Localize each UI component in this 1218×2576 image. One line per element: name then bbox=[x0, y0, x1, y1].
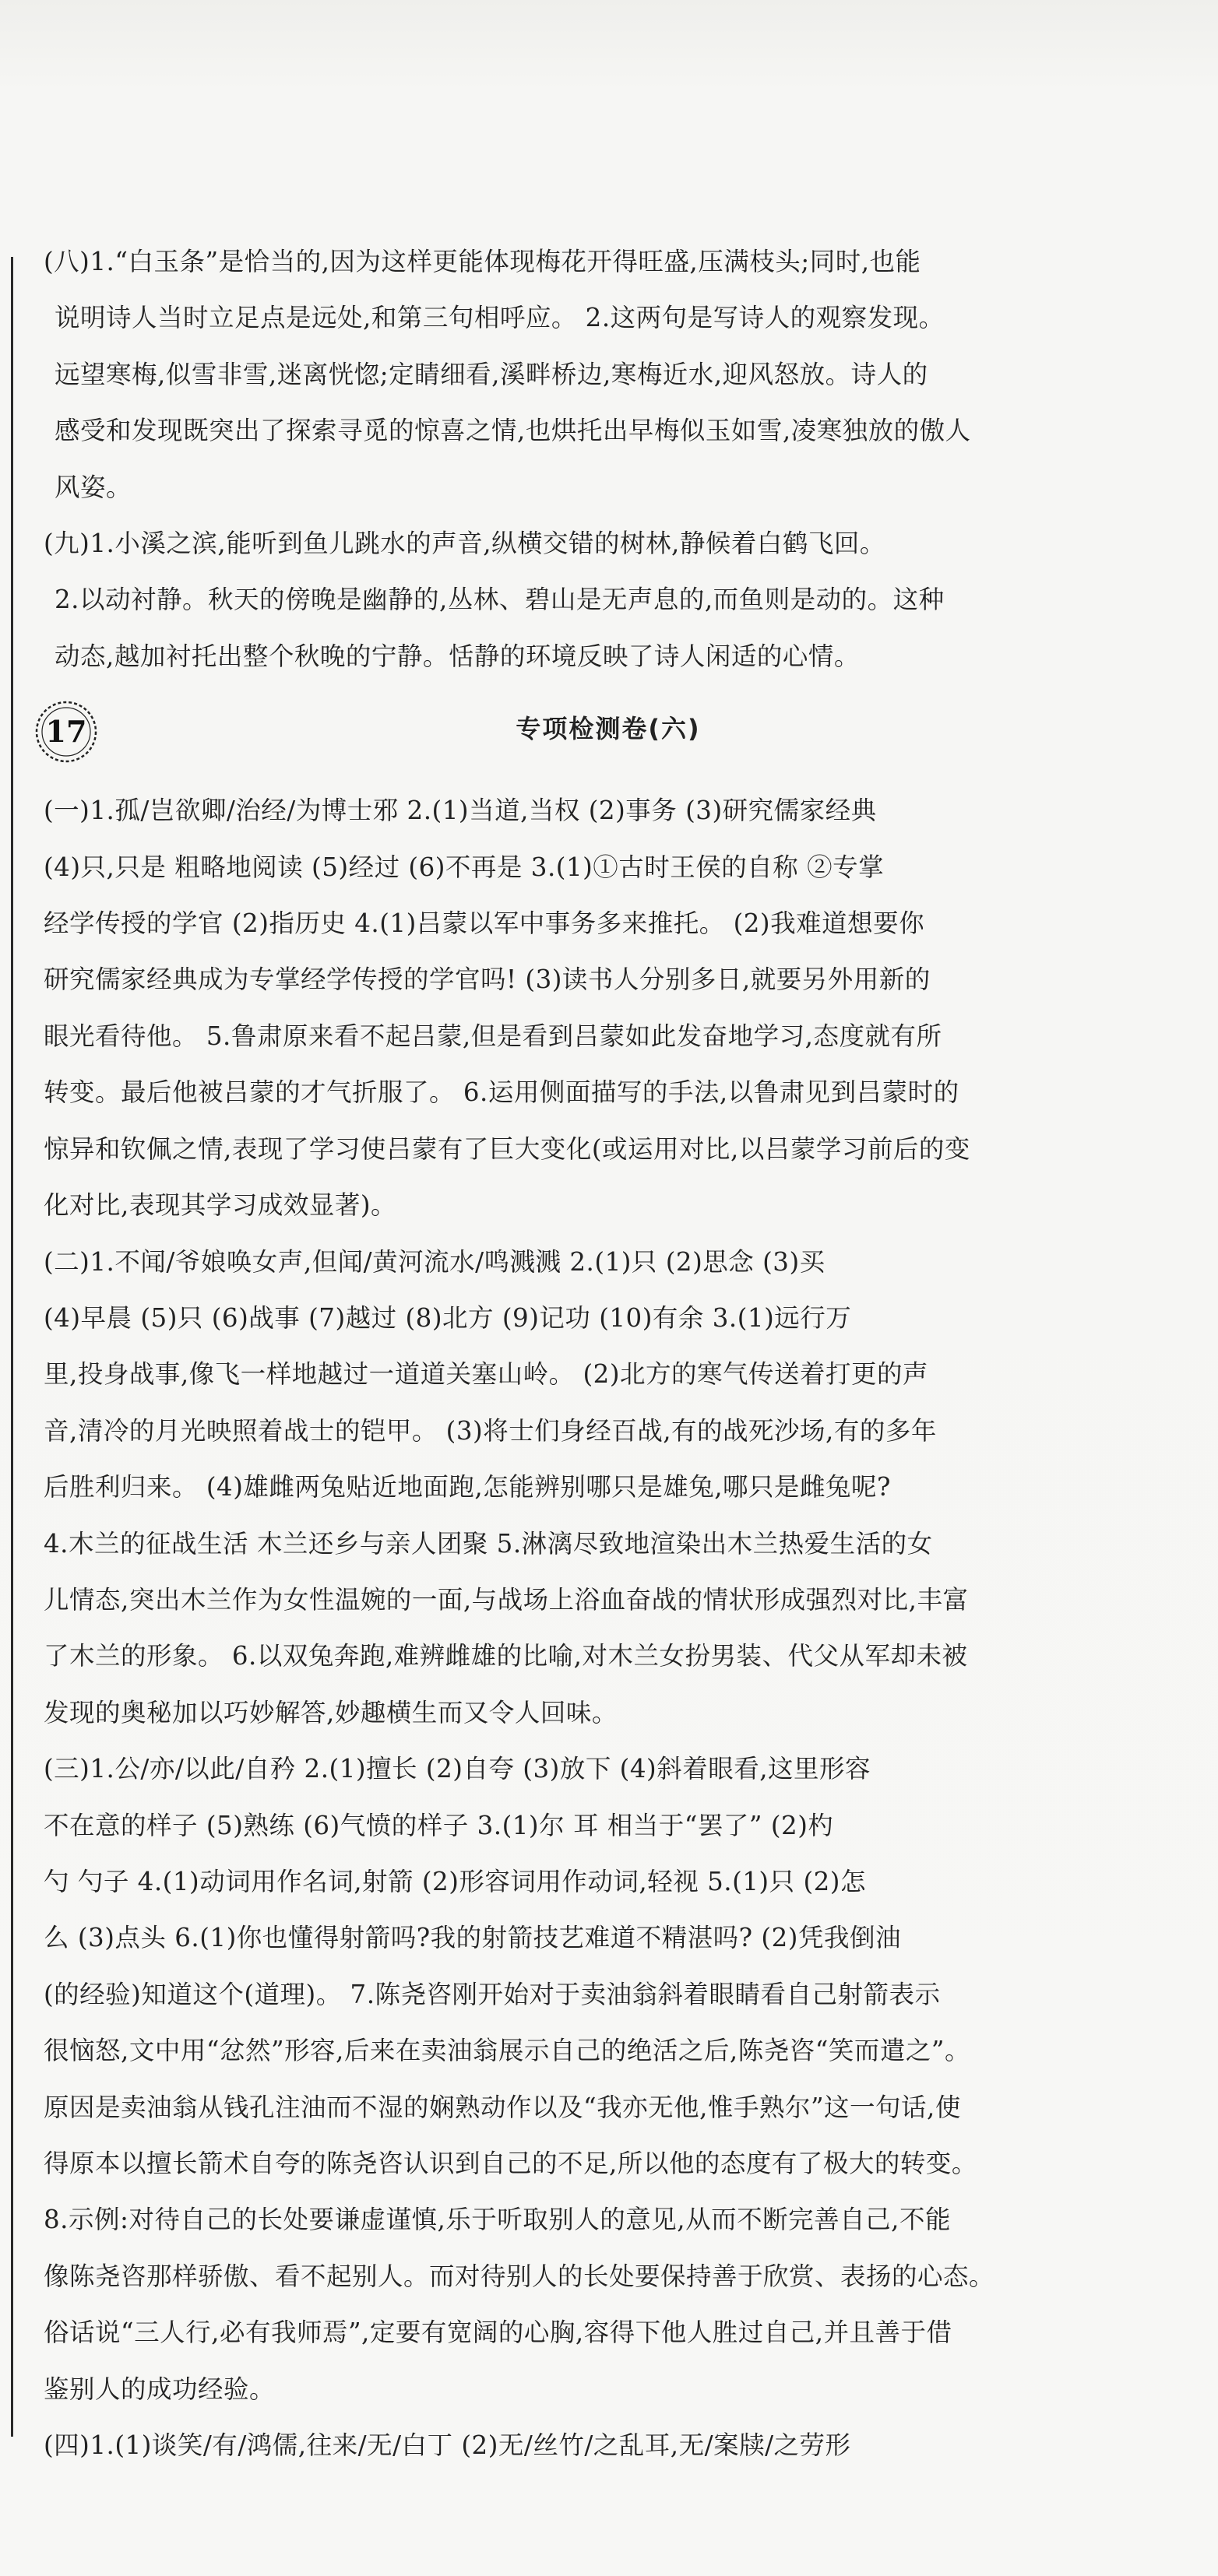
text-line: (4)早晨 (5)只 (6)战事 (7)越过 (8)北方 (9)记功 (10)有余 3.(1)远行万 bbox=[44, 1302, 852, 1333]
text-line: 4.木兰的征战生活 木兰还乡与亲人团聚 5.淋漓尽致地渲染出木兰热爱生活的女 bbox=[44, 1528, 933, 1559]
left-margin-rule bbox=[11, 257, 13, 2437]
text-line: 动态,越加衬托出整个秋晚的宁静。恬静的环境反映了诗人闲适的心情。 bbox=[55, 641, 860, 671]
text-line: 8.示例:对待自己的长处要谦虚谨慎,乐于听取别人的意见,从而不断完善自己,不能 bbox=[44, 2205, 951, 2235]
text-line: 感受和发现既突出了探索寻觅的惊喜之情,也烘托出早梅似玉如雪,凌寒独放的傲人 bbox=[55, 416, 971, 446]
text-line: (四)1.(1)谈笑/有/鸿儒,往来/无/白丁 (2)无/丝竹/之乱耳,无/案牍/之劳形 bbox=[44, 2430, 851, 2461]
text-line: 说明诗人当时立足点是远处,和第三句相呼应。 2.这两句是写诗人的观察发现。 bbox=[55, 303, 945, 333]
text-line: 发现的奥秘加以巧妙解答,妙趣横生而又令人回味。 bbox=[44, 1697, 618, 1727]
text-line: (三)1.公/亦/以此/自矜 2.(1)擅长 (2)自夸 (3)放下 (4)斜着眼看,这里形容 bbox=[44, 1754, 871, 1784]
text-line: (二)1.不闻/爷娘唤女声,但闻/黄河流水/鸣溅溅 2.(1)只 (2)思念 (3)买 bbox=[44, 1246, 825, 1277]
text-line: (九)1.小溪之滨,能听到鱼儿跳水的声音,纵横交错的树林,静候着白鹤飞回。 bbox=[44, 529, 885, 559]
text-line: 音,清冷的月光映照着战士的铠甲。 (3)将士们身经百战,有的战死沙场,有的多年 bbox=[44, 1415, 937, 1446]
section-number: 17 bbox=[45, 714, 87, 750]
text-line: (八)1.“白玉条”是恰当的,因为这样更能体现梅花开得旺盛,压满枝头;同时,也能 bbox=[44, 247, 921, 276]
section-16-tail bbox=[44, 234, 1173, 684]
text-line: 原因是卖油翁从钱孔注油而不湿的娴熟动作以及“我亦无他,惟手熟尔”这一句话,使 bbox=[44, 2092, 961, 2122]
text-line: (4)只,只是 粗略地阅读 (5)经过 (6)不再是 3.(1)①古时王侯的自称 ②专掌 bbox=[44, 852, 885, 882]
text-line: 转变。最后他被吕蒙的才气折服了。 6.运用侧面描写的手法,以鲁肃见到吕蒙时的 bbox=[44, 1077, 959, 1108]
text-line: (一)1.孤/岂欲卿/治经/为博士邪 2.(1)当道,当权 (2)事务 (3)研究儒家经典 bbox=[44, 796, 877, 826]
text-line: 2.以动衬静。秋天的傍晚是幽静的,丛林、碧山是无声息的,而鱼则是动的。这种 bbox=[55, 585, 945, 615]
section-heading bbox=[44, 692, 1173, 778]
section-title: 专项检测卷(六) bbox=[516, 714, 701, 744]
text-line: 儿情态,突出木兰作为女性温婉的一面,与战场上浴血奋战的情状形成强烈对比,丰富 bbox=[44, 1584, 969, 1615]
text-line: 经学传授的学官 (2)指历史 4.(1)吕蒙以军中事务多来推托。 (2)我难道想要你 bbox=[44, 908, 925, 939]
text-line: 研究儒家经典成为专掌经学传授的学官吗! (3)读书人分别多日,就要另外用新的 bbox=[44, 965, 931, 995]
text-line: 么 (3)点头 6.(1)你也懂得射箭吗?我的射箭技艺难道不精湛吗? (2)凭我倒油 bbox=[44, 1923, 901, 1953]
text-line: 风姿。 bbox=[55, 472, 132, 502]
text-line: 不在意的样子 (5)熟练 (6)气愤的样子 3.(1)尔 耳 相当于“罢了” (2)杓 bbox=[44, 1810, 834, 1840]
text-line: (的经验)知道这个(道理)。 7.陈尧咨刚开始对于卖油翁斜着眼睛看自己射箭表示 bbox=[44, 1979, 941, 2009]
text-line: 化对比,表现其学习成效显著)。 bbox=[44, 1190, 397, 1221]
text-line: 很恼怒,文中用“忿然”形容,后来在卖油翁展示自己的绝活之后,陈尧咨“笑而遣之”。 bbox=[44, 2036, 970, 2066]
text-line: 里,投身战事,像飞一样地越过一道道关塞山岭。 (2)北方的寒气传送着打更的声 bbox=[44, 1359, 929, 1390]
text-line: 惊异和钦佩之情,表现了学习使吕蒙有了巨大变化(或运用对比,以吕蒙学习前后的变 bbox=[44, 1133, 970, 1164]
text-line: 鉴别人的成功经验。 bbox=[44, 2374, 276, 2404]
text-line: 后胜利归来。 (4)雄雌两兔贴近地面跑,怎能辨别哪只是雄兔,哪只是雌兔呢? bbox=[44, 1472, 891, 1502]
answer-text-block bbox=[44, 234, 1173, 2473]
text-line: 眼光看待他。 5.鲁肃原来看不起吕蒙,但是看到吕蒙如此发奋地学习,态度就有所 bbox=[44, 1021, 942, 1051]
text-line: 了木兰的形象。 6.以双兔奔跑,难辨雌雄的比喻,对木兰女扮男装、代父从军却未被 bbox=[44, 1641, 968, 1671]
text-line: 俗话说“三人行,必有我师焉”,定要有宽阔的心胸,容得下他人胜过自己,并且善于借 bbox=[44, 2318, 952, 2348]
text-line: 勺 勺子 4.(1)动词用作名词,射箭 (2)形容词用作动词,轻视 5.(1)只 (2)怎 bbox=[44, 1866, 866, 1896]
text-line: 得原本以擅长箭术自夸的陈尧咨认识到自己的不足,所以他的态度有了极大的转变。 bbox=[44, 2149, 977, 2178]
text-line: 远望寒梅,似雪非雪,迷离恍惚;定睛细看,溪畔桥边,寒梅近水,迎风怒放。诗人的 bbox=[55, 359, 928, 389]
section-17-answers bbox=[44, 782, 1173, 2473]
text-line: 像陈尧咨那样骄傲、看不起别人。而对待别人的长处要保持善于欣赏、表扬的心态。 bbox=[44, 2261, 995, 2291]
